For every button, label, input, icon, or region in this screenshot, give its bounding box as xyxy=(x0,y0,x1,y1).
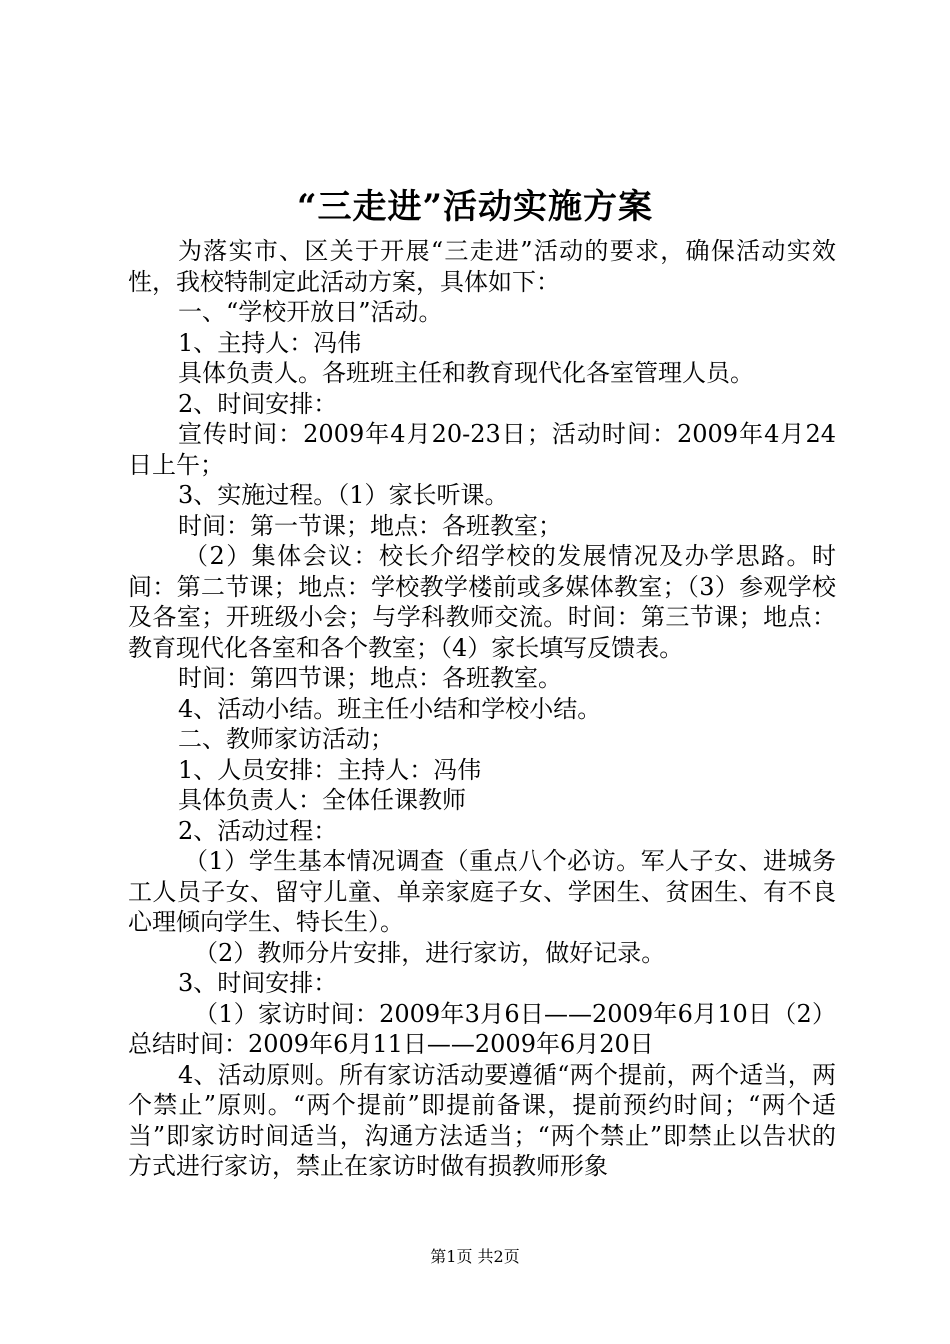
paragraph-assignment: （2）教师分片安排，进行家访，做好记录。 xyxy=(194,938,666,967)
section-heading-home-visit: 二、教师家访活动； xyxy=(178,725,394,753)
paragraph-host: 1、主持人：冯伟 xyxy=(178,328,362,357)
paragraph-schedule-heading: 2、时间安排： xyxy=(178,389,338,418)
paragraph-period-1: 时间：第一节课；地点：各班教室； xyxy=(178,511,562,540)
paragraph-teachers: 具体负责人：全体任课教师 xyxy=(178,786,466,814)
paragraph-summary: 4、活动小结。班主任小结和学校小结。 xyxy=(178,694,602,723)
page-footer: 第1页 共2页 xyxy=(430,1247,520,1266)
document-body xyxy=(128,236,836,1182)
paragraph-staffing: 1、人员安排：主持人：冯伟 xyxy=(178,755,482,784)
paragraph-survey: （1）学生基本情况调查（重点八个必访。军人子女、进城务工人员子女、留守儿童、单亲家庭子女、学困生、贫困生、有不良心理倾向学生、特长生）。 xyxy=(128,847,836,936)
paragraph-responsible: 具体负责人。各班班主任和教育现代化各室管理人员。 xyxy=(178,359,754,387)
paragraph-visit-dates: （1）家访时间：2009年3月6日——2009年6月10日（2）总结时间：2009年6月11日——2009年6月20日 xyxy=(128,999,836,1058)
paragraph-principles: 4、活动原则。所有家访活动要遵循“两个提前，两个适当，两个禁止”原则。“两个提前”即提前备课，提前预约时间；“两个适当”即家访时间适当，沟通方法适当；“两个禁止”即禁止以告状的方式进行家访，禁止在家访时做有损教师形象 xyxy=(128,1060,836,1180)
paragraph-intro: 为落实市、区关于开展“三走进”活动的要求，确保活动实效性，我校特制定此活动方案，具体如下： xyxy=(128,237,836,296)
paragraph-period-4: 时间：第四节课；地点：各班教室。 xyxy=(178,664,562,692)
paragraph-time-heading: 3、时间安排： xyxy=(178,969,338,997)
document-title: “三走进”活动实施方案 xyxy=(296,187,654,227)
paragraph-activity-process: 2、活动过程： xyxy=(178,816,338,845)
paragraph-schedule: 宣传时间：2009年4月20-23日；活动时间：2009年4月24日上午； xyxy=(128,420,836,479)
section-heading-open-day: 一、“学校开放日”活动。 xyxy=(178,298,443,326)
paragraph-process: 3、实施过程。（1）家长听课。 xyxy=(178,481,509,509)
paragraph-meeting: （2）集体会议：校长介绍学校的发展情况及办学思路。时间：第二节课；地点：学校教学楼前或多媒体教室；（3）参观学校及各室；开班级小会；与学科教师交流。时间：第三节课；地点：教育现代化各室和各个教室；（4）家长填写反馈表。 xyxy=(128,542,836,662)
